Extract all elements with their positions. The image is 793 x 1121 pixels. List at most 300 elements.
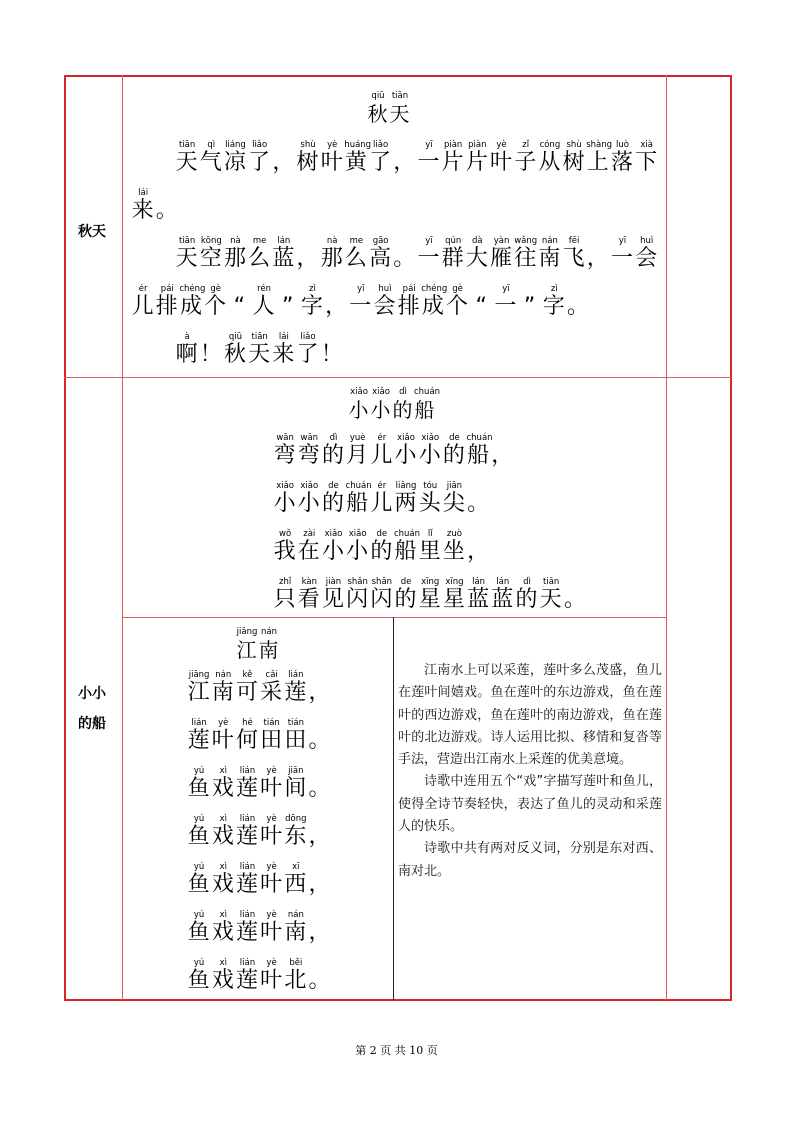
pinyin: xì	[219, 910, 227, 920]
boat-title	[348, 387, 441, 423]
hanzi: 飞	[562, 246, 586, 271]
pinyin: xīng	[445, 577, 464, 587]
pinyin: xiǎo	[300, 481, 319, 491]
pinyin: jiāng	[188, 670, 210, 680]
hanzi: 。	[467, 491, 491, 516]
pinyin: piàn	[443, 140, 463, 150]
pinyin: de	[376, 529, 388, 539]
hanzi: 下	[635, 150, 659, 175]
hanzi: 采	[260, 680, 284, 705]
ruby-unit	[421, 284, 448, 320]
hanzi: ，	[308, 824, 332, 849]
hanzi: 弯	[297, 443, 321, 468]
ruby-unit	[297, 481, 321, 517]
hanzi: 大	[465, 246, 489, 271]
hanzi: 的	[321, 443, 345, 468]
hanzi: 南	[284, 920, 308, 945]
jiangnan-title	[236, 627, 280, 663]
hanzi: 南	[258, 638, 280, 662]
hanzi: 片	[465, 150, 489, 175]
hanzi: 一	[610, 246, 634, 271]
ruby-unit	[491, 577, 515, 613]
ruby-unit	[284, 814, 308, 850]
hanzi: ，	[308, 680, 332, 705]
pinyin: wān	[276, 433, 294, 443]
ruby-unit	[308, 862, 332, 898]
hanzi: 江	[187, 680, 211, 705]
ruby-unit	[223, 140, 247, 176]
ruby-unit	[515, 577, 539, 613]
ruby-unit	[284, 958, 308, 994]
pinyin	[586, 236, 610, 246]
pinyin: yú	[193, 862, 205, 872]
ruby-unit	[393, 236, 417, 272]
hanzi: 秋	[223, 342, 247, 367]
pinyin: xiǎo	[276, 481, 294, 491]
hanzi: 小	[321, 539, 345, 564]
hanzi: 的	[515, 587, 539, 612]
pinyin: yè	[496, 140, 507, 150]
hanzi: 了	[248, 150, 272, 175]
hanzi: 的	[442, 443, 466, 468]
ruby-unit	[467, 577, 491, 613]
pinyin	[308, 862, 332, 872]
hanzi: ”	[523, 294, 537, 319]
pinyin	[272, 140, 296, 150]
pinyin: yī	[502, 284, 510, 294]
pinyin	[491, 433, 515, 443]
pinyin: liǎo	[373, 140, 389, 150]
hanzi: 闪	[346, 587, 370, 612]
pinyin: huáng	[344, 140, 372, 150]
row-divider-1	[64, 377, 732, 378]
ruby-unit	[308, 718, 332, 754]
ruby-unit	[187, 766, 211, 802]
ruby-unit	[418, 529, 442, 565]
hanzi: ！	[199, 342, 223, 367]
hanzi: 上	[586, 150, 610, 175]
hanzi: ，	[308, 872, 332, 897]
pinyin: lián	[239, 862, 256, 872]
pinyin: de	[328, 481, 339, 491]
ruby-unit	[418, 433, 442, 469]
ruby-unit	[187, 814, 211, 850]
row-divider-2	[122, 617, 667, 618]
ruby-unit	[296, 236, 320, 272]
hanzi: 戏	[211, 968, 235, 993]
pinyin: zì	[550, 284, 558, 294]
pinyin: zì	[308, 284, 316, 294]
pinyin: yú	[193, 766, 205, 776]
hanzi: ”	[282, 294, 295, 319]
hanzi: 。	[308, 968, 332, 993]
pinyin: qún	[445, 236, 462, 246]
ruby-unit	[248, 236, 272, 272]
hanzi: 江	[236, 638, 258, 662]
pinyin: yè	[218, 718, 229, 728]
pinyin: gè	[452, 284, 463, 294]
hanzi: 小	[370, 398, 392, 422]
ruby-unit	[308, 958, 332, 994]
pinyin: yú	[193, 958, 205, 968]
hanzi: ，	[491, 443, 515, 468]
pinyin: běi	[289, 958, 303, 968]
row-label-autumn: 秋天	[78, 224, 106, 240]
pinyin	[566, 284, 590, 294]
hanzi: 子	[514, 150, 538, 175]
pinyin: tián	[263, 718, 280, 728]
pinyin: liǎo	[252, 140, 268, 150]
ruby-unit	[131, 188, 155, 224]
hanzi: 一	[417, 246, 441, 271]
hanzi: 儿	[370, 491, 394, 516]
ruby-unit	[389, 91, 411, 127]
ruby-unit	[273, 529, 297, 565]
pinyin: yuè	[349, 433, 366, 443]
pinyin: lái	[138, 188, 149, 198]
pinyin	[308, 670, 332, 680]
ruby-unit	[260, 718, 284, 754]
pinyin: yè	[327, 140, 338, 150]
ruby-unit	[442, 529, 466, 565]
hanzi: 成	[421, 294, 445, 319]
pinyin: shù	[566, 140, 582, 150]
pinyin: gāo	[372, 236, 389, 246]
ruby-unit	[308, 766, 332, 802]
pinyin	[467, 529, 491, 539]
pinyin: shàng	[586, 140, 612, 150]
ruby-unit	[346, 529, 370, 565]
ruby-unit	[494, 284, 518, 320]
pinyin: nán	[541, 236, 558, 246]
pinyin: shǎn	[347, 577, 368, 587]
ruby-unit	[260, 958, 284, 994]
ruby-unit	[248, 140, 272, 176]
ruby-unit	[272, 140, 296, 176]
hanzi: 往	[514, 246, 538, 271]
pinyin: dà	[472, 236, 483, 246]
ruby-unit	[199, 332, 223, 368]
pinyin: de	[400, 577, 412, 587]
hanzi: 西	[284, 872, 308, 897]
ruby-unit	[369, 236, 393, 272]
ruby-unit	[187, 670, 211, 706]
pinyin: jiān	[288, 766, 304, 776]
pinyin: huì	[640, 236, 654, 246]
pinyin: huì	[378, 284, 392, 294]
hanzi: 个	[204, 294, 228, 319]
ruby-unit	[397, 284, 421, 320]
ruby-unit	[187, 958, 211, 994]
hanzi: 戏	[211, 920, 235, 945]
jiangnan-line-4	[187, 814, 332, 850]
hanzi: 啊	[175, 342, 199, 367]
ruby-unit	[211, 958, 235, 994]
pinyin: yè	[266, 862, 277, 872]
pinyin: liǎng	[395, 481, 417, 491]
hanzi: 见	[321, 587, 345, 612]
ruby-unit	[297, 577, 321, 613]
hanzi: 了	[296, 342, 320, 367]
ruby-unit	[320, 140, 344, 176]
hanzi: 从	[538, 150, 562, 175]
pinyin: liáng	[225, 140, 246, 150]
ruby-unit	[586, 236, 610, 272]
hanzi: 北	[284, 968, 308, 993]
ruby-unit	[284, 670, 308, 706]
ruby-unit	[514, 140, 538, 176]
autumn-line-5	[175, 332, 344, 368]
ruby-unit	[542, 284, 566, 320]
ruby-unit	[235, 670, 259, 706]
pinyin: xià	[640, 140, 653, 150]
ruby-unit	[373, 284, 397, 320]
boat-line-3	[273, 529, 491, 565]
autumn-title	[367, 91, 411, 127]
ruby-unit	[635, 236, 659, 272]
ruby-unit	[308, 814, 332, 850]
hanzi: 蓝	[467, 587, 491, 612]
ruby-unit	[260, 910, 284, 946]
pinyin: yī	[425, 140, 433, 150]
pinyin: de	[449, 433, 460, 443]
hanzi: 坐	[442, 539, 466, 564]
hanzi: 星	[442, 587, 466, 612]
hanzi: 蓝	[272, 246, 296, 271]
ruby-unit	[465, 140, 489, 176]
hanzi: 群	[441, 246, 465, 271]
hanzi: 鱼	[187, 824, 211, 849]
hanzi: 东	[284, 824, 308, 849]
ruby-unit	[418, 577, 442, 613]
ruby-unit	[610, 140, 634, 176]
ruby-unit	[418, 481, 442, 517]
hanzi: 鱼	[187, 968, 211, 993]
pinyin: yè	[266, 958, 277, 968]
pinyin: chuán	[466, 433, 493, 443]
pinyin	[308, 814, 332, 824]
ruby-unit	[417, 236, 441, 272]
hanzi: 了	[369, 150, 393, 175]
hanzi: 里	[418, 539, 442, 564]
ruby-unit	[284, 718, 308, 754]
notes-paragraph-3: 诗歌中共有两对反义词，分别是东对西、南对北。	[398, 841, 662, 879]
pinyin	[308, 766, 332, 776]
hanzi: 莲	[284, 680, 308, 705]
ruby-unit	[392, 387, 414, 423]
pinyin: shù	[300, 140, 316, 150]
ruby-unit	[489, 236, 513, 272]
ruby-unit	[320, 332, 344, 368]
pinyin: lián	[288, 670, 304, 680]
hanzi: 天	[389, 102, 411, 126]
ruby-unit	[325, 284, 349, 320]
hanzi: 秋	[367, 102, 389, 126]
hanzi: 叶	[320, 150, 344, 175]
ruby-unit	[258, 627, 280, 663]
pinyin: jiāng	[236, 627, 258, 637]
hanzi: ，	[586, 246, 610, 271]
hanzi: 。	[308, 776, 332, 801]
ruby-unit	[489, 140, 513, 176]
pinyin: me	[349, 236, 364, 246]
ruby-unit	[235, 910, 259, 946]
hanzi: 儿	[370, 443, 394, 468]
hanzi: 田	[284, 728, 308, 753]
ruby-unit	[273, 433, 297, 469]
pinyin: ér	[377, 481, 387, 491]
ruby-unit	[252, 284, 276, 320]
pinyin: cóng	[539, 140, 561, 150]
hanzi: 空	[199, 246, 223, 271]
hanzi: 那	[223, 246, 247, 271]
hanzi: 天	[539, 587, 563, 612]
pinyin	[393, 140, 417, 150]
hanzi: 叶	[260, 968, 284, 993]
hanzi: 字	[300, 294, 324, 319]
hanzi: 么	[344, 246, 368, 271]
pinyin	[467, 481, 491, 491]
hanzi: 我	[273, 539, 297, 564]
pinyin: lán	[496, 577, 510, 587]
ruby-unit	[320, 236, 344, 272]
pinyin: dōng	[285, 814, 307, 824]
ruby-unit	[344, 140, 372, 176]
ruby-unit	[562, 140, 586, 176]
hanzi: 凉	[223, 150, 247, 175]
ruby-unit	[297, 529, 321, 565]
ruby-unit	[442, 481, 466, 517]
hanzi: 的	[392, 398, 414, 422]
ruby-unit	[175, 140, 199, 176]
hanzi: 莲	[235, 776, 259, 801]
pinyin: xīng	[421, 577, 440, 587]
ruby-unit	[563, 577, 587, 613]
pinyin: qiū	[371, 91, 385, 101]
hanzi: 鱼	[187, 920, 211, 945]
ruby-unit	[296, 140, 320, 176]
ruby-unit	[260, 814, 284, 850]
hanzi: 莲	[235, 920, 259, 945]
pinyin: me	[252, 236, 267, 246]
notes-paragraph-1: 江南水上可以采莲，莲叶多么茂盛，鱼儿在莲叶间嬉戏。鱼在莲叶的东边游戏，鱼在莲叶的西边游戏，鱼在莲叶的南边游戏，鱼在莲叶的北边游戏。诗人运用比拟、移情和复沓等手法，营造出江南水上采莲的优美意境。	[398, 663, 662, 768]
pinyin: liǎo	[300, 332, 316, 342]
pinyin	[470, 284, 494, 294]
pinyin: lián	[239, 958, 256, 968]
ruby-unit	[155, 188, 179, 224]
hanzi: ，	[393, 150, 417, 175]
pinyin: ér	[377, 433, 387, 443]
pinyin: rén	[257, 284, 271, 294]
hanzi: 的	[321, 491, 345, 516]
ruby-unit	[610, 236, 634, 272]
hanzi: 小	[297, 491, 321, 516]
pinyin: lán	[472, 577, 486, 587]
ruby-unit	[394, 433, 418, 469]
ruby-unit	[346, 481, 370, 517]
ruby-unit	[235, 718, 259, 754]
hanzi: ，	[296, 246, 320, 271]
boat-line-2	[273, 481, 491, 517]
ruby-unit	[367, 91, 389, 127]
hanzi: 在	[297, 539, 321, 564]
ruby-unit	[284, 766, 308, 802]
hanzi: 儿	[131, 294, 155, 319]
ruby-unit	[296, 332, 320, 368]
table-border-top	[64, 75, 732, 77]
ruby-unit	[441, 140, 465, 176]
ruby-unit	[211, 766, 235, 802]
ruby-unit	[470, 284, 494, 320]
ruby-unit	[272, 236, 296, 272]
pinyin	[393, 236, 417, 246]
ruby-unit	[465, 236, 489, 272]
autumn-line-2	[131, 188, 179, 224]
hanzi: 个	[446, 294, 470, 319]
pinyin: yè	[266, 910, 277, 920]
ruby-unit	[321, 433, 345, 469]
ruby-unit	[223, 236, 247, 272]
ruby-unit	[260, 862, 284, 898]
pinyin: yè	[266, 766, 277, 776]
hanzi: ，	[325, 294, 349, 319]
row-label-boat-line1: 小小	[78, 686, 106, 702]
row-label-boat-line2: 的船	[78, 716, 106, 732]
ruby-unit	[349, 284, 373, 320]
hanzi: 小	[348, 398, 370, 422]
pinyin: tiān	[178, 236, 196, 246]
pinyin	[563, 577, 587, 587]
pinyin: tiān	[178, 140, 196, 150]
hanzi: 鱼	[187, 776, 211, 801]
pinyin: nà	[230, 236, 241, 246]
ruby-unit	[235, 862, 259, 898]
ruby-unit	[445, 284, 469, 320]
ruby-unit	[175, 332, 199, 368]
boat-line-1	[273, 433, 515, 469]
pinyin: xiǎo	[421, 433, 440, 443]
hanzi: 叶	[260, 872, 284, 897]
hanzi: 小	[394, 443, 418, 468]
table-border-bottom	[64, 999, 732, 1001]
ruby-unit	[204, 284, 228, 320]
pinyin: kōng	[200, 236, 222, 246]
jiangnan-notes	[398, 660, 662, 883]
ruby-unit	[199, 140, 223, 176]
hanzi: 片	[441, 150, 465, 175]
jiangnan-line-6	[187, 910, 332, 946]
pinyin: jiàn	[325, 577, 342, 587]
pinyin: yī	[425, 236, 433, 246]
hanzi: 间	[284, 776, 308, 801]
pinyin: tiān	[391, 91, 409, 101]
ruby-unit	[394, 481, 418, 517]
pinyin: chuán	[414, 387, 441, 397]
hanzi: 月	[346, 443, 370, 468]
pinyin	[320, 332, 344, 342]
ruby-unit	[321, 577, 345, 613]
ruby-unit	[211, 670, 235, 706]
hanzi: 莲	[187, 728, 211, 753]
ruby-unit	[300, 284, 324, 320]
pinyin: yè	[266, 814, 277, 824]
pinyin: kàn	[301, 577, 317, 587]
pinyin	[199, 332, 223, 342]
hanzi: 雁	[490, 246, 514, 271]
ruby-unit	[514, 236, 538, 272]
pinyin: tiān	[251, 332, 268, 342]
ruby-unit	[260, 766, 284, 802]
